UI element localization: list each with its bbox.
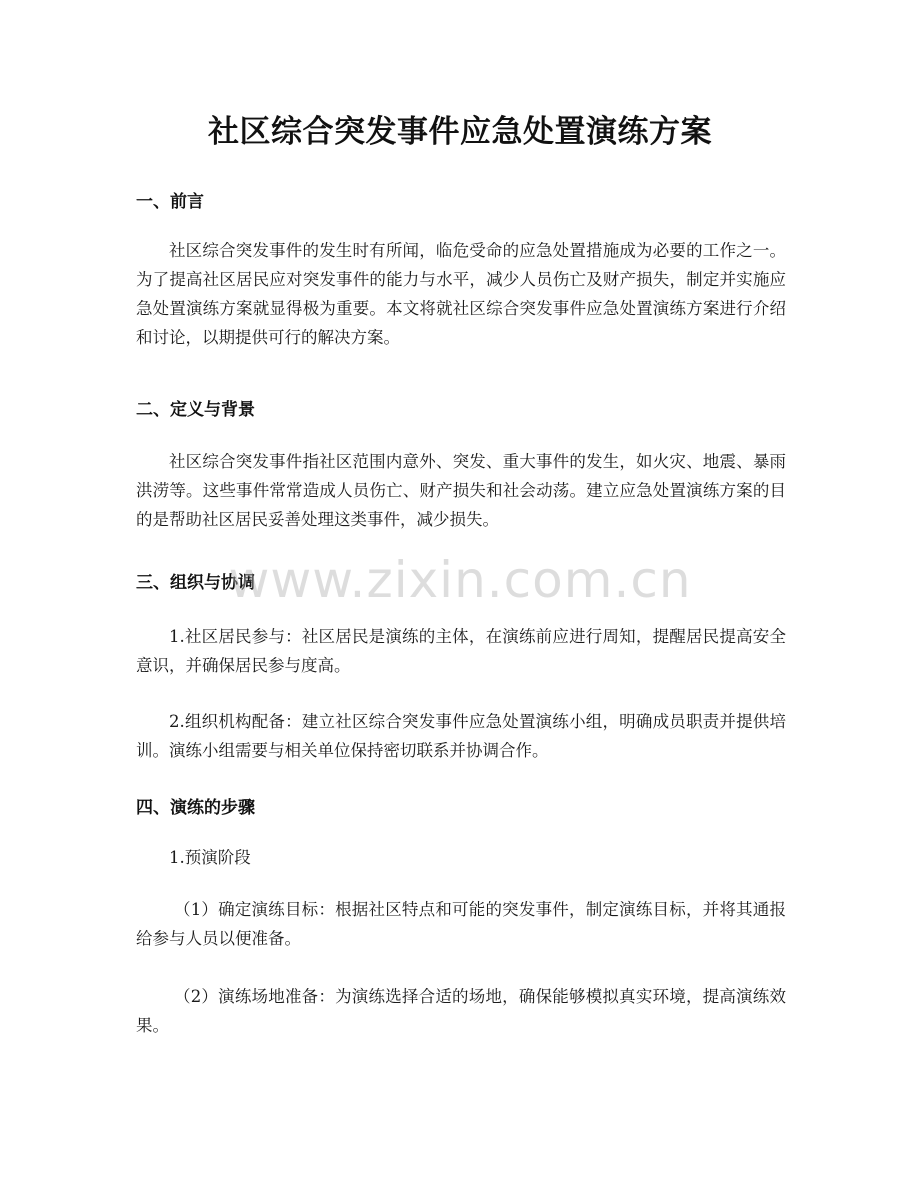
section-heading-definition: 二、定义与背景 <box>136 400 255 420</box>
section-paragraph: 社区综合突发事件指社区范围内意外、突发、重大事件的发生，如火灾、地震、暴雨洪涝等。这些事件常常造成人员伤亡、财产损失和社会动荡。建立应急处置演练方案的目的是帮助社区居民妥善处理这类事件，减少损失。 <box>136 452 786 529</box>
section-heading-preface: 一、前言 <box>136 192 204 212</box>
document-title: 社区综合突发事件应急处置演练方案 <box>208 114 712 150</box>
section-paragraph: 1.社区居民参与：社区居民是演练的主体，在演练前应进行周知，提醒居民提高安全意识，并确保居民参与度高。 <box>136 627 786 675</box>
section-heading-organization: 三、组织与协调 <box>136 573 255 593</box>
section-paragraph: 2.组织机构配备：建立社区综合突发事件应急处置演练小组，明确成员职责并提供培训。演练小组需要与相关单位保持密切联系并协调合作。 <box>136 712 786 760</box>
watermark: www.zixin.com.cn <box>228 551 692 609</box>
section-paragraph: （1）确定演练目标：根据社区特点和可能的突发事件，制定演练目标，并将其通报给参与人员以便准备。 <box>136 900 786 948</box>
section-paragraph: 1.预演阶段 <box>169 848 251 867</box>
section-paragraph: （2）演练场地准备：为演练选择合适的场地，确保能够模拟真实环境，提高演练效果。 <box>136 987 786 1035</box>
section-heading-steps: 四、演练的步骤 <box>136 798 255 818</box>
section-paragraph: 社区综合突发事件的发生时有所闻，临危受命的应急处置措施成为必要的工作之一。为了提高社区居民应对突发事件的能力与水平，减少人员伤亡及财产损失，制定并实施应急处置演练方案就显得极为重要。本文将就社区综合突发事件应急处置演练方案进行介绍和讨论，以期提供可行的解决方案。 <box>136 241 786 347</box>
